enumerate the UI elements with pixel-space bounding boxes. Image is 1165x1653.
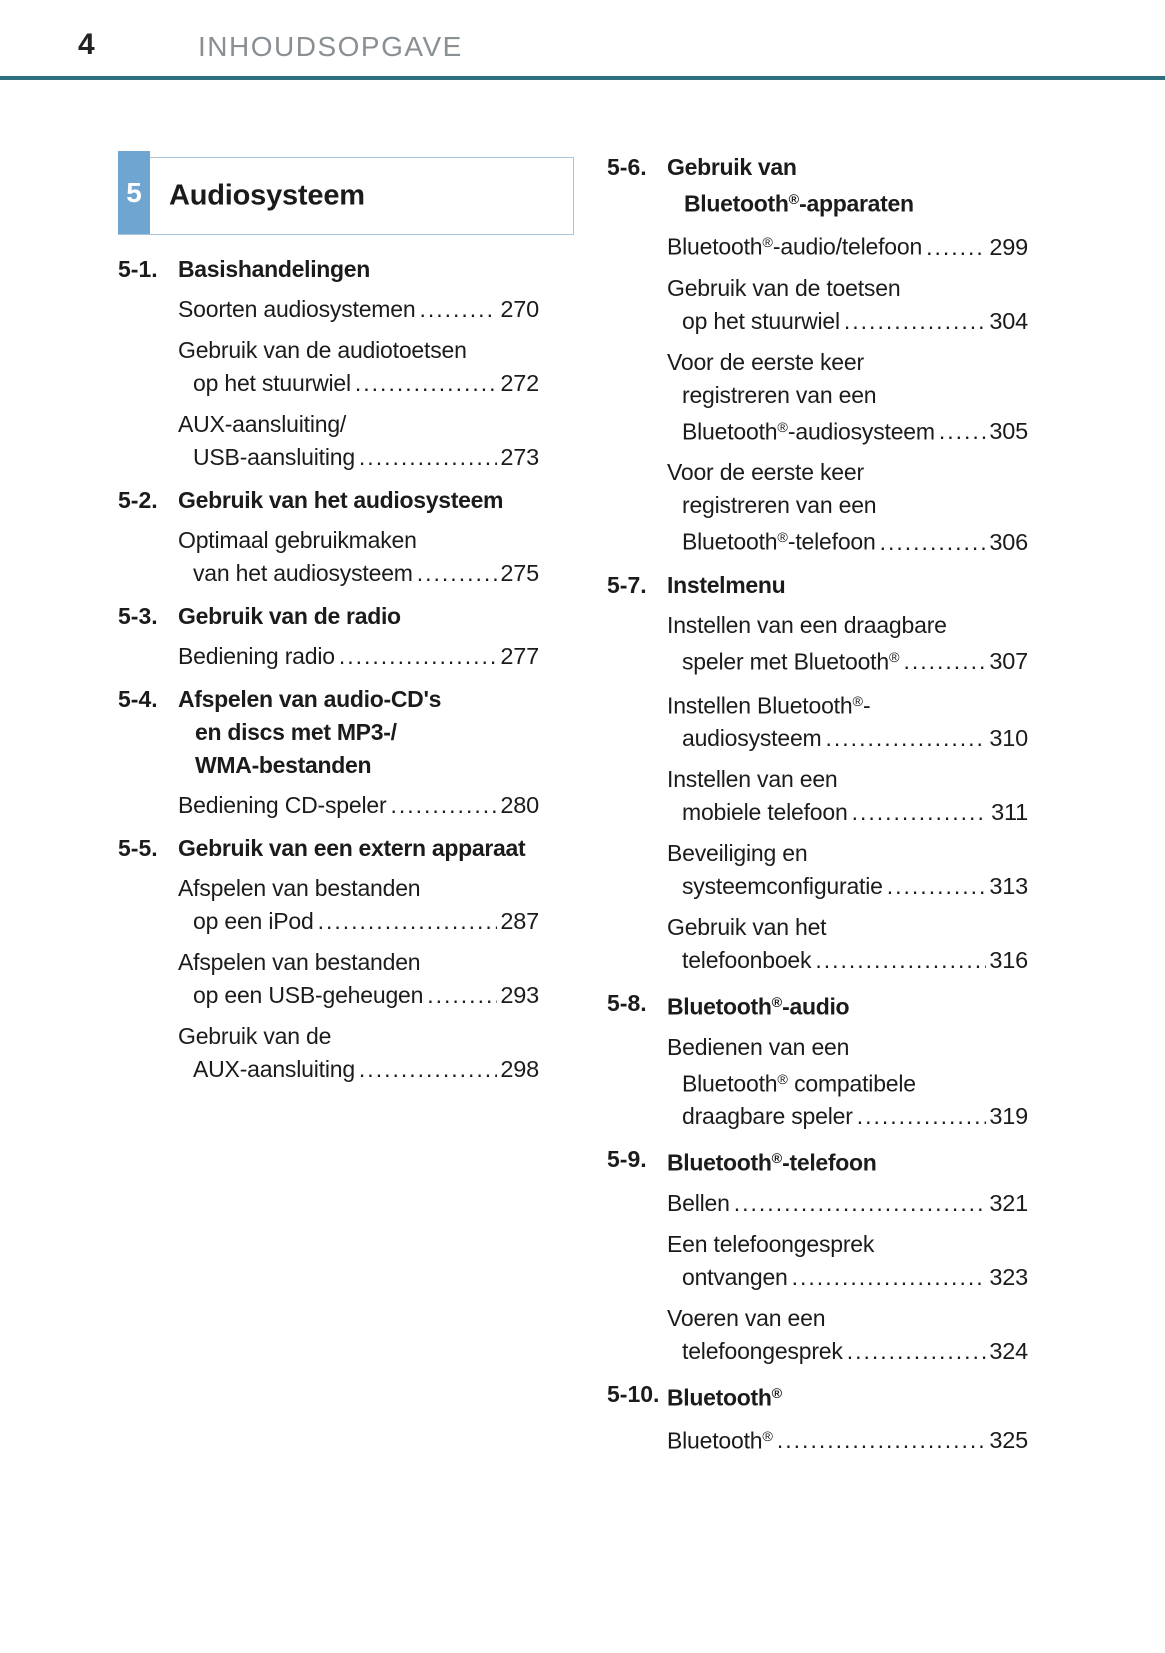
entry-text: op een iPod (193, 908, 314, 934)
section-title (178, 832, 539, 865)
page-ref: 270 (500, 296, 539, 322)
toc-entry (607, 456, 1028, 558)
entry-text: Bediening radio (178, 643, 335, 669)
entry-text: USB-aansluiting (193, 444, 355, 470)
toc-sections-right (607, 151, 1028, 1457)
registered-trademark-icon: ® (788, 192, 800, 208)
entry-line: Voor de eerste keer (667, 348, 864, 375)
registered-trademark-icon: ® (771, 1385, 783, 1402)
entry-line: Afspelen van bestanden (178, 875, 421, 901)
entry-line (178, 293, 539, 326)
entry-line: AUX-aansluiting/ (178, 411, 347, 437)
page-ref: 287 (500, 908, 539, 934)
toc-entry (118, 334, 539, 400)
section-number: 5-7. (607, 571, 647, 598)
section-title (178, 600, 539, 633)
registered-trademark-icon: ® (771, 995, 783, 1012)
entry-text: telefoonboek (682, 947, 812, 974)
entry-text: op het stuurwiel (682, 307, 840, 334)
page-ref: 307 (989, 648, 1028, 675)
entry-line: Afspelen van bestanden (178, 949, 421, 975)
dot-leader (417, 557, 498, 590)
entry-line: Voor de eerste keer (667, 459, 864, 486)
toc-columns (118, 151, 1028, 1467)
entry-line: registreren van een (682, 492, 877, 519)
page-ref: 306 (989, 528, 1028, 555)
section-number: 5-8. (607, 990, 647, 1017)
entry-line (667, 870, 1028, 903)
toc-entry (607, 1031, 1028, 1133)
toc-entry (118, 524, 539, 590)
entry-line (667, 1100, 1028, 1133)
registered-trademark-icon: ® (852, 694, 863, 711)
entry-line (667, 305, 1028, 338)
entry-line: Gebruik van het (667, 914, 827, 941)
section-number: 5-4. (118, 686, 158, 712)
entry-text: Bluetooth®-audio/telefoon (667, 233, 923, 260)
toc-sections-left (118, 253, 539, 1086)
dot-leader (852, 796, 989, 829)
toc-entry (607, 686, 1028, 755)
entry-text: audiosysteem (682, 725, 822, 752)
section-number: 5-2. (118, 487, 158, 513)
entry-line: Bedienen van een (667, 1033, 850, 1060)
section-heading (118, 253, 539, 286)
toc-entry (118, 1020, 539, 1086)
toc-entry (607, 1302, 1028, 1368)
toc-entry (118, 640, 539, 673)
toc-section (118, 253, 539, 474)
dot-leader (815, 944, 986, 977)
toc-section (607, 1143, 1028, 1367)
toc-entry (118, 408, 539, 474)
toc-section (607, 1378, 1028, 1458)
section-title (667, 1143, 1028, 1179)
section-title-line: Gebruik van (667, 154, 797, 180)
section-number: 5-6. (607, 154, 647, 180)
section-title-line: Gebruik van de radio (178, 603, 401, 629)
dot-leader (339, 640, 498, 673)
section-number: 5-1. (118, 256, 158, 282)
entry-line: Bluetooth® compatibele (682, 1070, 916, 1097)
entry-text: op het stuurwiel (193, 370, 351, 396)
entry-text: systeemconfiguratie (682, 873, 883, 900)
entry-line: Instellen Bluetooth®- (667, 692, 871, 719)
chapter-number-badge: 5 (118, 151, 150, 234)
entry-line (667, 722, 1028, 755)
toc-entry (607, 1421, 1028, 1457)
header-rule (0, 76, 1165, 80)
entry-line: Instellen van een draagbare (667, 611, 947, 638)
entry-line (178, 789, 539, 822)
section-title (178, 683, 539, 782)
toc-entry (607, 837, 1028, 903)
section-title-line: Instelmenu (667, 571, 786, 598)
entry-line (667, 1187, 1028, 1220)
section-title-line: Bluetooth® (667, 1384, 783, 1411)
toc-entry (607, 1187, 1028, 1220)
section-title (178, 253, 539, 286)
section-title-line: Basishandelingen (178, 256, 371, 282)
entry-text: van het audiosysteem (193, 560, 413, 586)
entry-line (667, 642, 1028, 678)
section-title (667, 151, 1028, 220)
dot-leader (427, 979, 497, 1012)
entry-line (178, 640, 539, 673)
entry-line (178, 1053, 539, 1086)
section-heading (607, 151, 1028, 220)
section-number: 5-9. (607, 1146, 647, 1173)
entry-line (667, 1335, 1028, 1368)
dot-leader (826, 722, 987, 755)
toc-section (607, 987, 1028, 1133)
entry-line: Beveiliging en (667, 840, 808, 867)
registered-trademark-icon: ® (777, 419, 788, 436)
entry-line (178, 905, 539, 938)
dot-leader (887, 870, 987, 903)
entry-line (667, 1421, 1028, 1457)
section-title-line: en discs met MP3-/ (195, 719, 397, 745)
entry-line (667, 1261, 1028, 1294)
toc-entry (607, 763, 1028, 829)
dot-leader (857, 1100, 987, 1133)
folio-page-number: 4 (78, 28, 95, 61)
toc-entry (118, 872, 539, 938)
page-ref: 325 (989, 1427, 1028, 1454)
toc-column-left (118, 151, 539, 1096)
entry-text: Bluetooth® (667, 1427, 773, 1454)
dot-leader (903, 645, 986, 678)
dot-leader (419, 293, 497, 326)
dot-leader (880, 526, 987, 559)
toc-entry (607, 346, 1028, 448)
toc-section (118, 600, 539, 673)
toc-section (607, 569, 1028, 978)
dot-leader (926, 231, 986, 264)
page-ref: 313 (989, 873, 1028, 900)
page-ref: 310 (989, 725, 1028, 752)
entry-line (667, 796, 1028, 829)
registered-trademark-icon: ® (771, 1151, 783, 1168)
section-title-line: Bluetooth®-apparaten (684, 190, 914, 217)
section-heading (118, 484, 539, 517)
section-heading (118, 683, 539, 782)
toc-section (118, 683, 539, 822)
section-title-line: Gebruik van het audiosysteem (178, 487, 504, 513)
entry-line: Gebruik van de audiotoetsen (178, 337, 467, 363)
registered-trademark-icon: ® (777, 1071, 788, 1088)
entry-line: registreren van een (682, 381, 877, 408)
dot-leader (390, 789, 497, 822)
section-title-line: Afspelen van audio-CD's (178, 686, 442, 712)
section-title (667, 987, 1028, 1023)
dot-leader (359, 441, 497, 474)
entry-line: Gebruik van de (178, 1023, 332, 1049)
page-ref: 277 (500, 643, 539, 669)
dot-leader (939, 415, 987, 448)
entry-line (667, 227, 1028, 263)
entry-text: Soorten audiosystemen (178, 296, 416, 322)
entry-line (178, 979, 539, 1012)
section-title (667, 569, 1028, 602)
page-ref: 316 (989, 947, 1028, 974)
toc-column-right (607, 151, 1028, 1467)
toc-entry (607, 1228, 1028, 1294)
registered-trademark-icon: ® (777, 530, 788, 547)
entry-line: Een telefoongesprek (667, 1230, 875, 1257)
page-ref: 305 (989, 418, 1028, 445)
section-title (178, 484, 539, 517)
registered-trademark-icon: ® (888, 649, 900, 666)
page-ref: 272 (500, 370, 539, 396)
section-number: 5-3. (118, 603, 158, 629)
entry-text: speler met Bluetooth® (682, 648, 900, 675)
dot-leader (847, 1335, 987, 1368)
toc-entry (118, 946, 539, 1012)
section-title (667, 1378, 1028, 1414)
section-heading (607, 987, 1028, 1023)
toc-section (607, 151, 1028, 559)
entry-text: draagbare speler (682, 1103, 853, 1130)
page-ref: 319 (989, 1103, 1028, 1130)
page-title: INHOUDSOPGAVE (198, 31, 463, 62)
entry-line: Gebruik van de toetsen (667, 274, 901, 301)
section-title-line: Bluetooth®-telefoon (667, 1149, 877, 1176)
page-ref: 299 (989, 233, 1028, 260)
registered-trademark-icon: ® (762, 1429, 773, 1446)
dot-leader (844, 305, 987, 338)
page-ref: 304 (989, 307, 1028, 334)
page-ref: 293 (500, 982, 539, 1008)
entry-text: ontvangen (682, 1263, 788, 1290)
chapter-box (118, 157, 574, 235)
section-number: 5-10. (607, 1380, 660, 1407)
dot-leader (355, 367, 498, 400)
page-ref: 280 (500, 792, 539, 818)
registered-trademark-icon: ® (762, 235, 773, 252)
entry-line (667, 412, 1028, 448)
dot-leader (359, 1053, 497, 1086)
dot-leader (734, 1187, 987, 1220)
toc-entry (607, 272, 1028, 338)
page-ref: 311 (991, 799, 1028, 826)
entry-text: op een USB-geheugen (193, 982, 424, 1008)
section-title-line: WMA-bestanden (195, 752, 372, 778)
entry-text: Bluetooth®-telefoon (682, 528, 876, 555)
entry-line (667, 522, 1028, 558)
toc-entry (607, 609, 1028, 678)
entry-line: Instellen van een (667, 766, 838, 793)
entry-text: telefoongesprek (682, 1337, 843, 1364)
section-heading (118, 600, 539, 633)
entry-text: Bluetooth®-audiosysteem (682, 418, 935, 445)
entry-line (667, 944, 1028, 977)
page-ref: 324 (989, 1337, 1028, 1364)
entry-text: Bellen (667, 1189, 730, 1216)
section-number: 5-5. (118, 835, 158, 861)
section-heading (607, 1378, 1028, 1414)
dot-leader (318, 905, 498, 938)
entry-text: mobiele telefoon (682, 799, 848, 826)
toc-entry (607, 227, 1028, 263)
section-title-line: Bluetooth®-audio (667, 993, 850, 1020)
section-heading (607, 1143, 1028, 1179)
page-ref: 323 (989, 1263, 1028, 1290)
entry-line (178, 441, 539, 474)
entry-line: Optimaal gebruikmaken (178, 527, 417, 553)
entry-line: Voeren van een (667, 1304, 826, 1331)
section-heading (118, 832, 539, 865)
toc-entry (607, 911, 1028, 977)
dot-leader (777, 1424, 987, 1457)
dot-leader (792, 1261, 987, 1294)
page-ref: 275 (500, 560, 539, 586)
section-heading (607, 569, 1028, 602)
toc-section (118, 484, 539, 590)
toc-section (118, 832, 539, 1086)
entry-text: Bediening CD-speler (178, 792, 387, 818)
page-ref: 298 (500, 1056, 539, 1082)
toc-entry (118, 789, 539, 822)
section-title-line: Gebruik van een extern apparaat (178, 835, 526, 861)
entry-text: AUX-aansluiting (193, 1056, 355, 1082)
page-ref: 321 (989, 1189, 1028, 1216)
entry-line (178, 367, 539, 400)
chapter-title: Audiosysteem (169, 179, 365, 212)
toc-entry (118, 293, 539, 326)
page-ref: 273 (500, 444, 539, 470)
entry-line (178, 557, 539, 590)
